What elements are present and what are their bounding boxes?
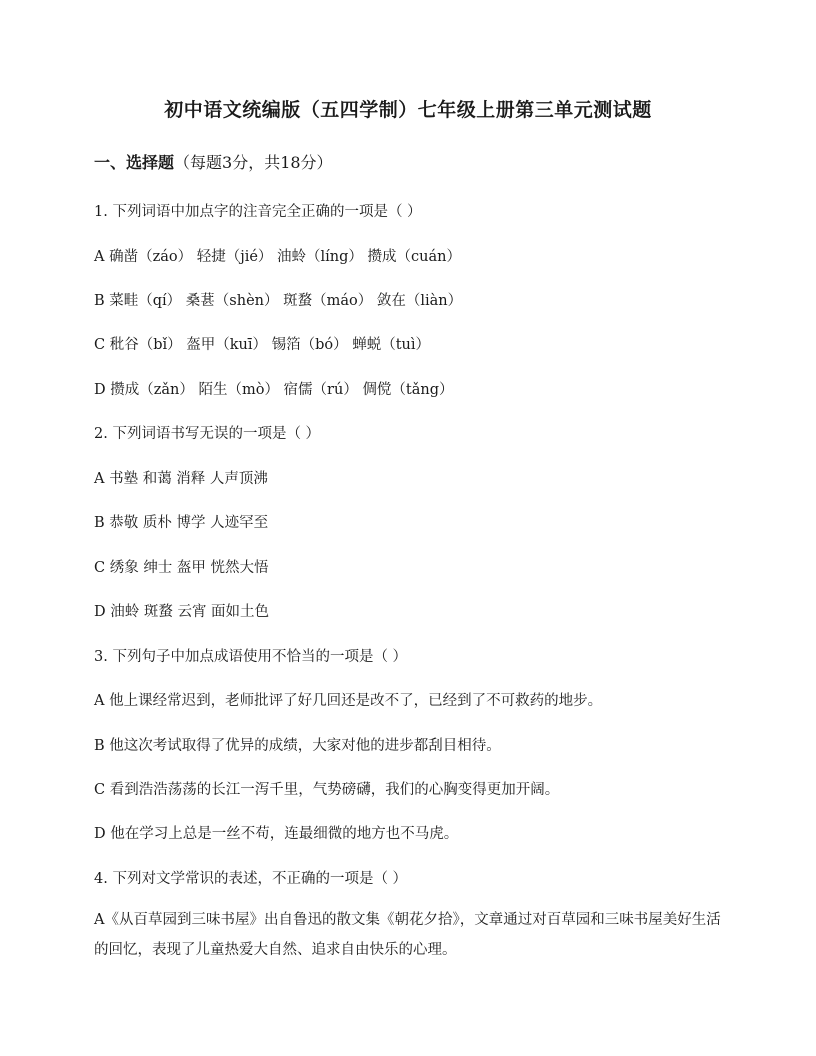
section-heading-note: （每题3分，共18分） bbox=[174, 153, 333, 172]
question-option: B 菜畦（qí） 桑葚（shèn） 斑蝥（máo） 敛在（liàn） bbox=[94, 293, 463, 309]
section-heading bbox=[94, 150, 333, 173]
question-option: B 恭敬 质朴 博学 人迹罕至 bbox=[94, 515, 269, 531]
question-option: C 看到浩浩荡荡的长江一泻千里，气势磅礴，我们的心胸变得更加开阔。 bbox=[94, 782, 560, 798]
question-stem: 2. 下列词语书写无误的一项是（ ） bbox=[94, 426, 321, 442]
question-option: B 他这次考试取得了优异的成绩，大家对他的进步都刮目相待。 bbox=[94, 738, 501, 754]
question-option: A 书塾 和蔼 消释 人声顶沸 bbox=[94, 471, 268, 487]
question-stem: 4. 下列对文学常识的表述，不正确的一项是（ ） bbox=[94, 871, 408, 887]
section-heading-label: 一、选择题 bbox=[94, 153, 175, 172]
page-title: 初中语文统编版（五四学制）七年级上册第三单元测试题 bbox=[164, 99, 652, 121]
question-option: C 绣象 绅士 盔甲 恍然大悟 bbox=[94, 560, 269, 576]
question-option: A 他上课经常迟到，老师批评了好几回还是改不了，已经到了不可救药的地步。 bbox=[94, 693, 603, 709]
question-option: C 秕谷（bǐ） 盔甲（kuī） 锡箔（bó） 蝉蜕（tuì） bbox=[94, 337, 431, 353]
question-option: A《从百草园到三味书屋》出自鲁迅的散文集《朝花夕拾》，文章通过对百草园和三味书屋美好生活的回忆，表现了儿童热爱大自然、追求自由快乐的心理。 bbox=[94, 912, 721, 958]
question-option: D 攒成（zǎn） 陌生（mò） 宿儒（rú） 倜傥（tǎng） bbox=[94, 382, 454, 398]
question-stem: 1. 下列词语中加点字的注音完全正确的一项是（ ） bbox=[94, 204, 422, 220]
question-option: D 油蛉 斑蝥 云宵 面如土色 bbox=[94, 604, 270, 620]
question-stem: 3. 下列句子中加点成语使用不恰当的一项是（ ） bbox=[94, 649, 408, 665]
question-option: D 他在学习上总是一丝不苟，连最细微的地方也不马虎。 bbox=[94, 826, 459, 842]
question-option: A 确凿（záo） 轻捷（jié） 油蛉（líng） 攒成（cuán） bbox=[94, 249, 461, 265]
